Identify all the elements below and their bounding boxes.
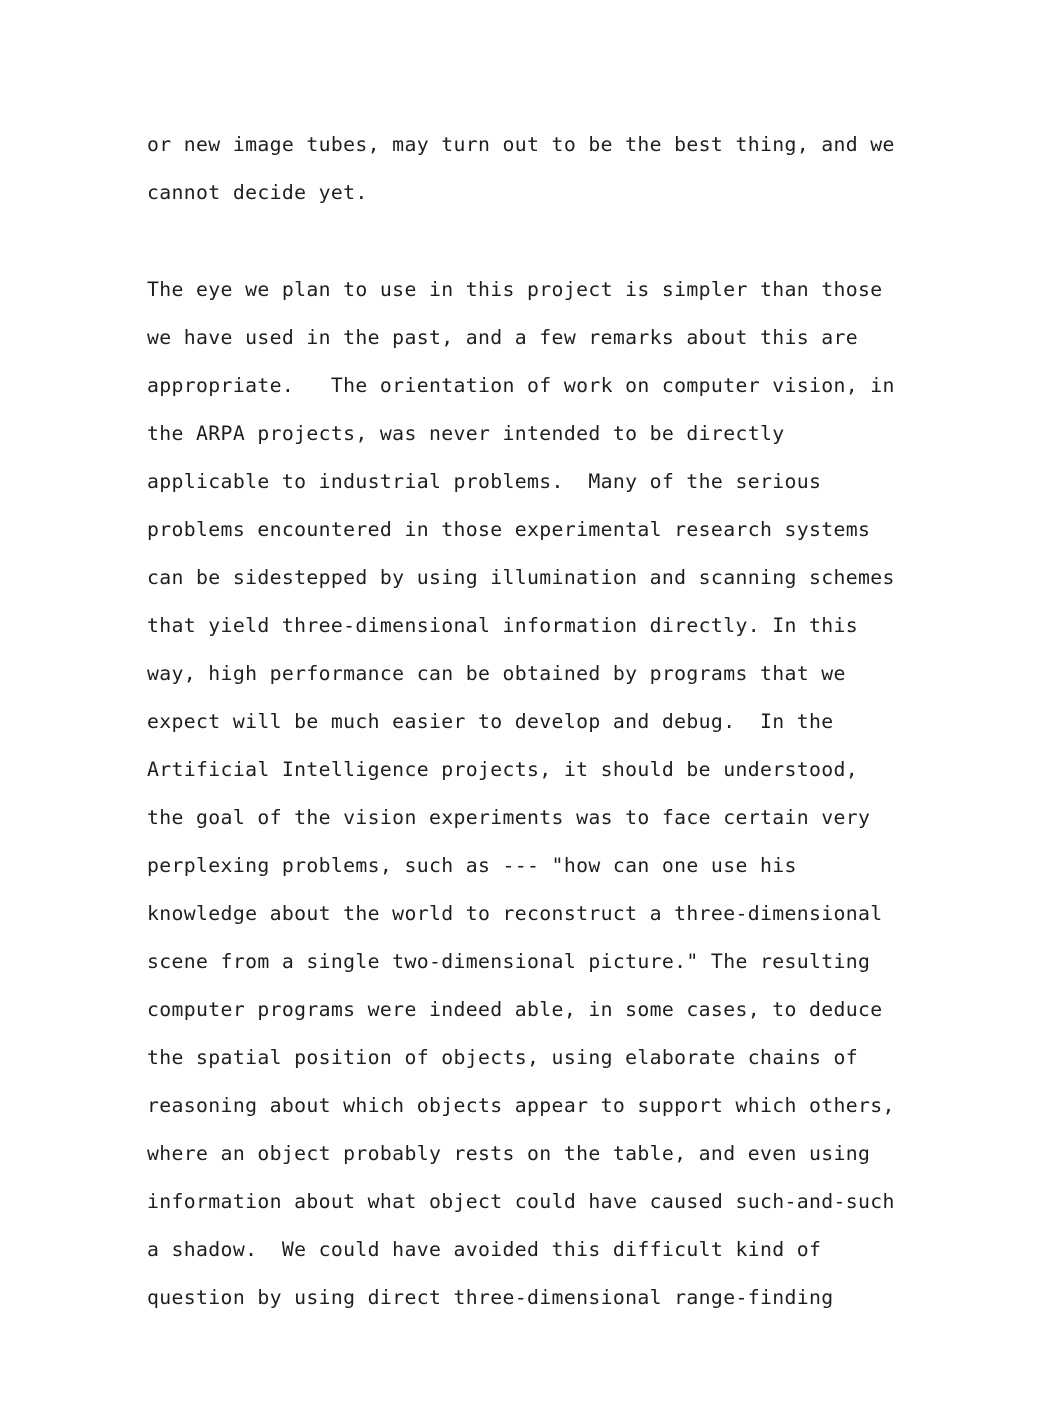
text-line: cannot decide yet. — [147, 181, 368, 204]
text-line: computer programs were indeed able, in some cases, to deduce — [147, 998, 883, 1021]
text-line: we have used in the past, and a few remarks about this are — [147, 326, 859, 349]
text-line: way, high performance can be obtained by programs that we — [147, 662, 846, 685]
text-line: Artificial Intelligence projects, it should be understood, — [147, 758, 859, 781]
text-line: applicable to industrial problems. Many of the serious — [147, 470, 822, 493]
text-line: information about what object could have caused such-and-such — [147, 1190, 895, 1213]
text-line: the spatial position of objects, using elaborate chains of — [147, 1046, 859, 1069]
text-line: or new image tubes, may turn out to be the best thing, and we — [147, 133, 895, 156]
text-line: a shadow. We could have avoided this difficult kind of — [147, 1238, 822, 1261]
text-line: perplexing problems, such as --- "how can one use his — [147, 854, 797, 877]
text-line: question by using direct three-dimensional range-finding — [147, 1286, 834, 1309]
text-line: The eye we plan to use in this project is simpler than those — [147, 278, 883, 301]
text-line: where an object probably rests on the table, and even using — [147, 1142, 871, 1165]
text-line: can be sidestepped by using illumination and scanning schemes — [147, 566, 895, 589]
text-line: expect will be much easier to develop and debug. In the — [147, 710, 834, 733]
text-line: scene from a single two-dimensional picture." The resulting — [147, 950, 871, 973]
text-line: appropriate. The orientation of work on computer vision, in — [147, 374, 895, 397]
text-line: that yield three-dimensional information directly. In this — [147, 614, 859, 637]
text-line: the goal of the vision experiments was to face certain very — [147, 806, 871, 829]
text-line: problems encountered in those experimental research systems — [147, 518, 871, 541]
text-line: knowledge about the world to reconstruct a three-dimensional — [147, 902, 883, 925]
text-line: the ARPA projects, was never intended to be directly — [147, 422, 785, 445]
text-line: reasoning about which objects appear to support which others, — [147, 1094, 895, 1117]
